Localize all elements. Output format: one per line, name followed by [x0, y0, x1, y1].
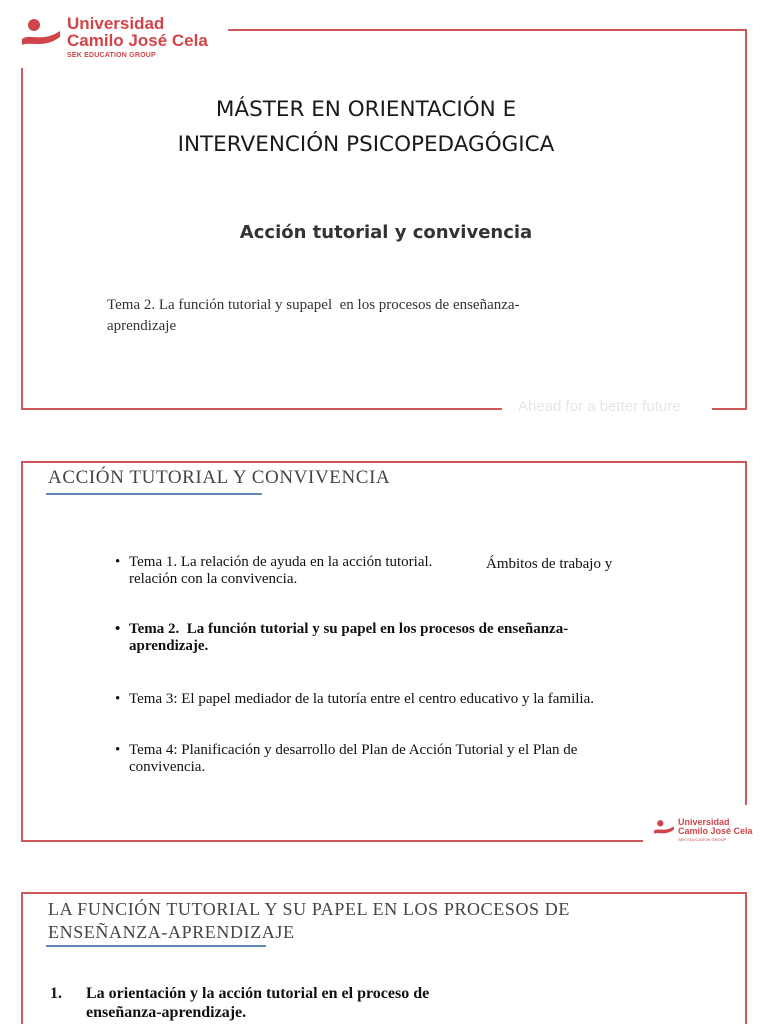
- tema-3-line1: Tema 3: El papel mediador de la tutoría entre el centro educativo y la familia.: [129, 691, 595, 707]
- slide1-right-border: [745, 29, 747, 410]
- bullet-dot: •: [115, 691, 121, 707]
- slide1-tema-line1: Tema 2. La función tutorial y supapel en los procesos de enseñanza-: [107, 297, 520, 313]
- slide2-title: ACCIÓN TUTORIAL Y CONVIVENCIA: [48, 467, 391, 488]
- slide3-item-line2: enseñanza-aprendizaje.: [86, 1004, 247, 1021]
- small-logo-text-camilo-jose-cela: Camilo José Cela: [678, 826, 753, 836]
- small-logo-text-universidad: Universidad: [678, 817, 730, 827]
- tema-1-line1b: Ámbitos de trabajo y: [486, 556, 613, 572]
- list-item-tema-1: [115, 554, 649, 588]
- list-item-tema-3: [115, 691, 689, 708]
- slide3-right-border: [745, 892, 747, 1024]
- slide1-bottom-border-left: [21, 408, 502, 410]
- slide3-title-underline: [46, 945, 266, 947]
- slide2-bottom-border: [21, 840, 643, 842]
- small-logo-text-sek: SEK EDUCATION GROUP: [678, 837, 727, 842]
- logo-mark-icon: [20, 17, 62, 51]
- slide3-item-number: 1.: [50, 985, 62, 1002]
- logo-text-sek: SEK EDUCATION GROUP: [67, 52, 156, 59]
- bullet-dot: •: [115, 621, 121, 637]
- slide3-left-border: [21, 892, 23, 1024]
- slide3-top-border: [21, 892, 747, 894]
- slide3-item-line1: La orientación y la acción tutorial en el proceso de: [86, 985, 430, 1002]
- bullet-dot: •: [115, 554, 121, 570]
- tema-1-line1a: Tema 1. La relación de ayuda en la acción tutorial.: [129, 554, 433, 570]
- university-logo-small: [653, 817, 763, 845]
- tema-2-line1: Tema 2. La función tutorial y su papel en los procesos de enseñanza-: [129, 621, 569, 637]
- slide2-top-border: [21, 461, 747, 463]
- slide1-title-line1: MÁSTER EN ORIENTACIÓN E: [215, 97, 517, 122]
- slide3-title-line2: ENSEÑANZA-APRENDIZAJE: [48, 922, 295, 942]
- list-item-tema-2: [115, 621, 649, 655]
- slide1-bottom-border-right: [712, 408, 747, 410]
- tema-4-line2: convivencia.: [129, 759, 206, 775]
- university-logo: [20, 15, 230, 63]
- slide1-tagline: Ahead for a better future: [508, 398, 691, 415]
- tema-2-line2: aprendizaje.: [129, 638, 209, 654]
- slide2-title-underline: [46, 493, 262, 495]
- slide1-tema-line2: aprendizaje: [107, 318, 177, 334]
- tema-4-line1: Tema 4: Planificación y desarrollo del Plan de Acción Tutorial y el Plan de: [129, 742, 578, 758]
- slide2-right-border: [745, 461, 747, 805]
- slide1-top-border: [228, 29, 747, 31]
- logo-text-universidad: Universidad: [67, 14, 165, 33]
- slide3-title-line1: LA FUNCIÓN TUTORIAL Y SU PAPEL EN LOS PROCESOS DE: [48, 899, 570, 919]
- logo-text-camilo-jose-cela: Camilo José Cela: [67, 31, 208, 50]
- slide1-title-line2: INTERVENCIÓN PSICOPEDAGÓGICA: [177, 132, 555, 157]
- slide1-subtitle: Acción tutorial y convivencia: [239, 222, 533, 243]
- logo-mark-icon: [653, 819, 675, 837]
- bullet-dot: •: [115, 742, 121, 758]
- list-item-tema-4: [115, 742, 649, 776]
- slide2-left-border: [21, 461, 23, 842]
- tema-1-line2: relación con la convivencia.: [129, 571, 298, 587]
